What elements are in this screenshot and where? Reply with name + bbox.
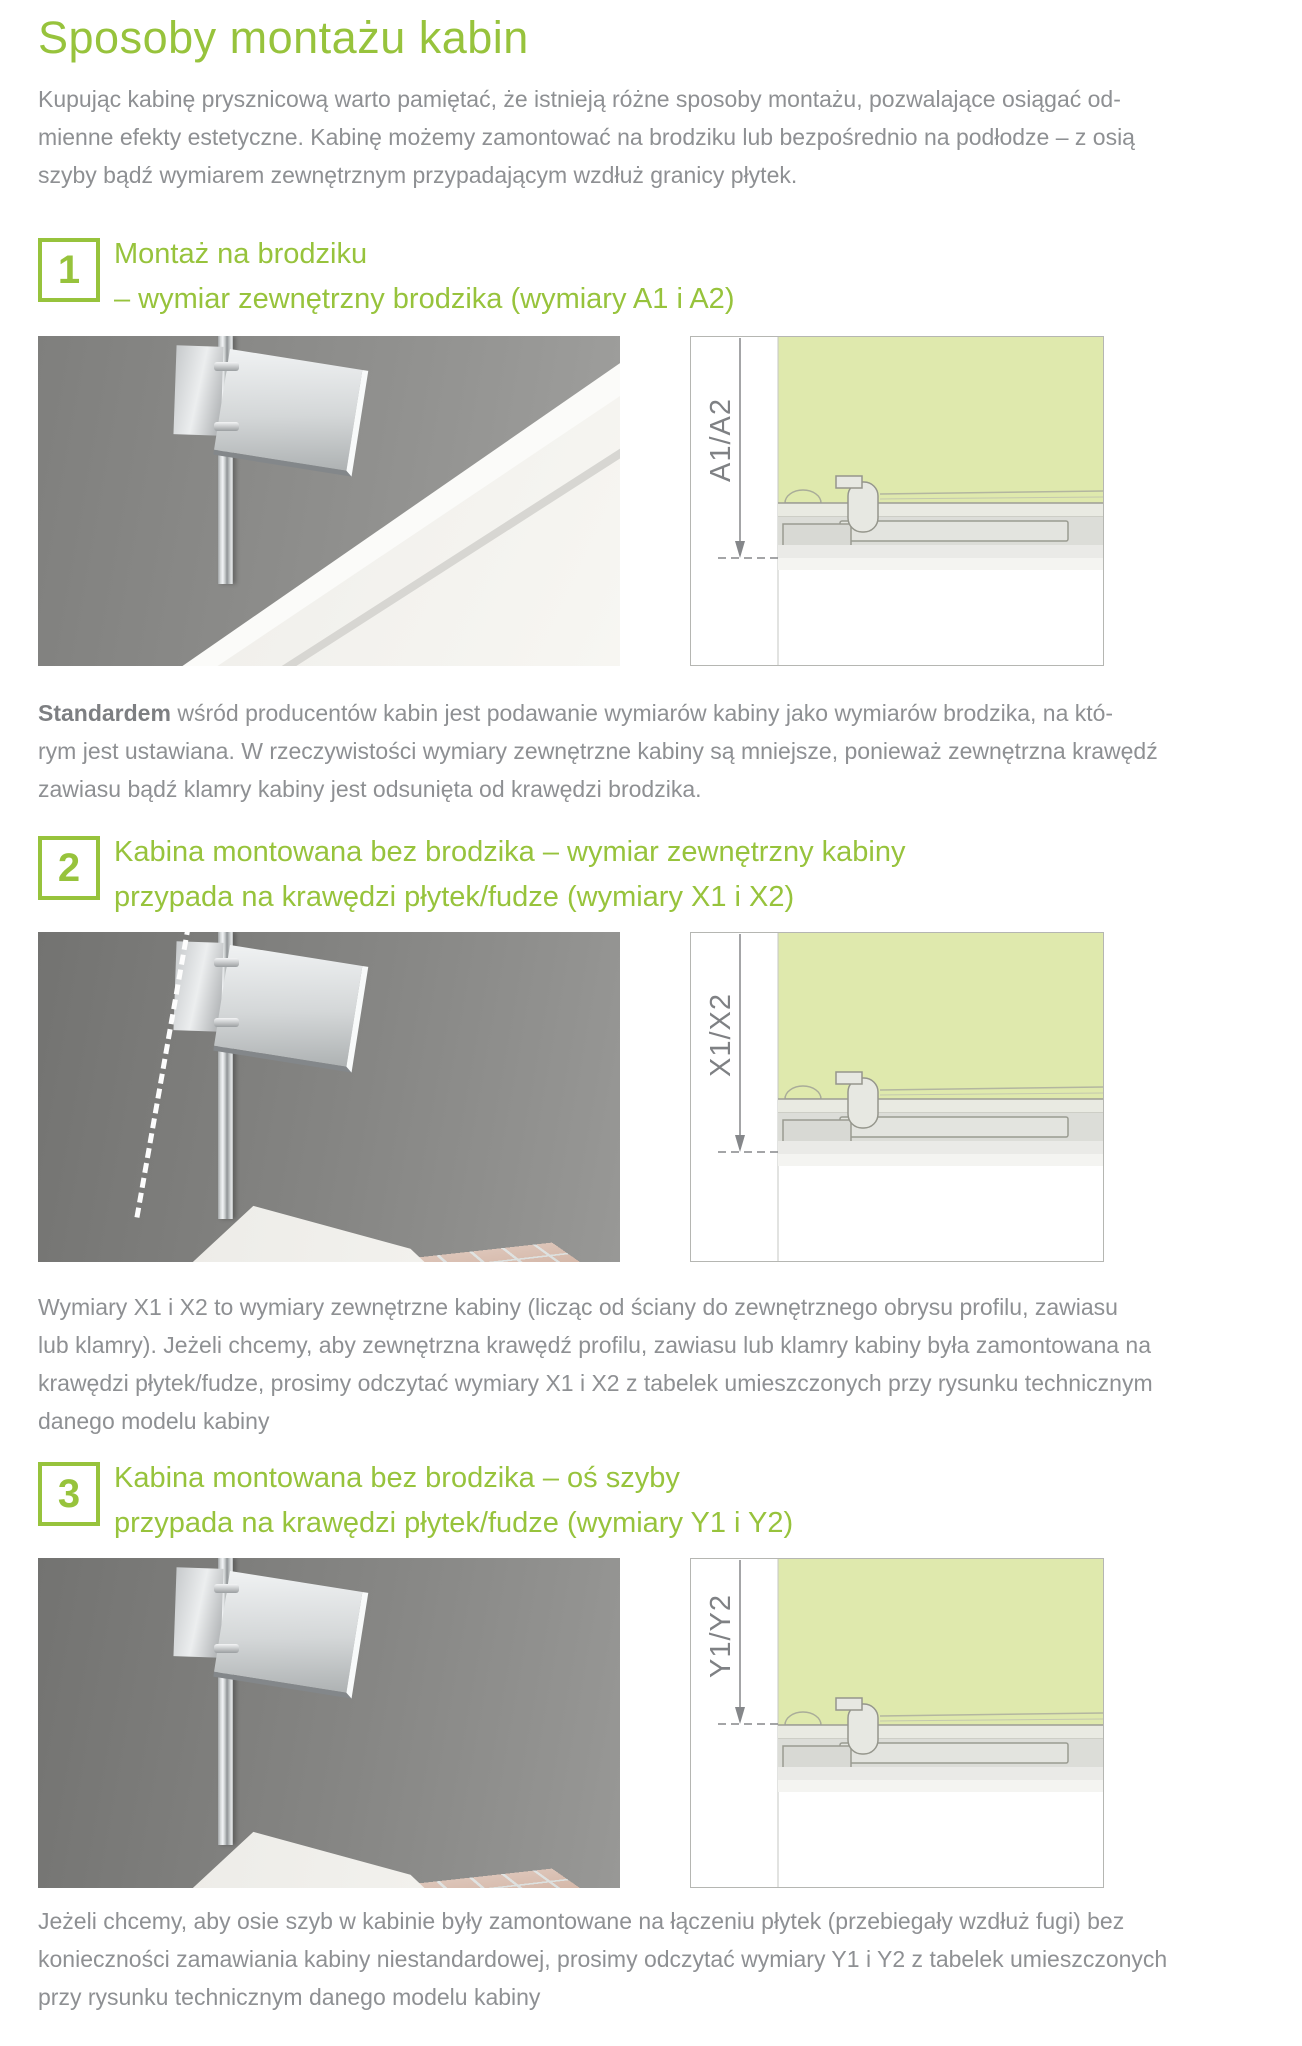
text-line: Wymiary X1 i X2 to wymiary zewnętrzne kabiny (licząc od ściany do zewnętrznego obrysu profilu, zawiasu bbox=[38, 1294, 1118, 1320]
x-dimensions-paragraph bbox=[38, 1288, 1264, 1440]
dimension-label: X1/X2 bbox=[705, 993, 737, 1077]
heading-line: – wymiar zewnętrzny brodzika (wymiary A1 i A2) bbox=[114, 283, 735, 315]
heading-line: przypada na krawędzi płytek/fudze (wymiary X1 i X2) bbox=[114, 881, 795, 913]
text-line: zawiasu bądź klamry kabiny jest odsunięta od krawędzi brodzika. bbox=[38, 776, 702, 802]
text-line: Jeżeli chcemy, aby osie szyb w kabinie były zamontowane na łączeniu płytek (przebiegały wzdłuż fugi) bez bbox=[38, 1908, 1125, 1934]
section-number: 2 bbox=[57, 845, 81, 890]
mounting-cross-section-svg bbox=[690, 932, 1104, 1262]
section-2-heading bbox=[114, 830, 905, 920]
profile-hook bbox=[848, 482, 878, 532]
text-line: szyby bądź wymiarem zewnętrznym przypadającym wzdłuż granicy płytek. bbox=[38, 162, 798, 188]
text-line: konieczności zamawiania kabiny niestandardowej, prosimy odczytać wymiary Y1 i Y2 z tabelek umieszczonych bbox=[38, 1946, 1168, 1972]
hinge-knuckle bbox=[214, 1018, 240, 1027]
section-1-header bbox=[38, 232, 1264, 322]
hinge-knuckle bbox=[214, 958, 240, 967]
text-line: przy rysunku technicznym danego modelu kabiny bbox=[38, 1984, 541, 2010]
y-dimensions-paragraph bbox=[38, 1902, 1264, 2016]
text-line: rym jest ustawiana. W rzeczywistości wymiary zewnętrzne kabiny są mniejsze, ponieważ zewnętrzna krawędź bbox=[38, 738, 1158, 764]
hinge-knuckle bbox=[214, 1584, 240, 1593]
section-2-figures bbox=[38, 932, 1264, 1262]
hinge-knuckle bbox=[214, 1644, 240, 1653]
section-1-heading bbox=[114, 232, 734, 322]
diagram-y1-y2 bbox=[690, 1558, 1104, 1888]
heading-line: przypada na krawędzi płytek/fudze (wymiary Y1 i Y2) bbox=[114, 1507, 794, 1539]
hinge-knuckle bbox=[214, 422, 240, 431]
photo-hinge-on-tiles-with-axis bbox=[38, 932, 620, 1262]
dimension-label: Y1/Y2 bbox=[705, 1594, 737, 1678]
text-line: krawędzi płytek/fudze, prosimy odczytać wymiary X1 i X2 z tabelek umieszczonych przy rysunku technicznym bbox=[38, 1370, 1153, 1396]
glass-wall-area bbox=[778, 933, 1103, 1099]
photo-hinge-on-shower-tray bbox=[38, 336, 620, 666]
page-title: Sposoby montażu kabin bbox=[38, 12, 529, 63]
section-3-heading bbox=[114, 1456, 793, 1546]
section-2-header bbox=[38, 830, 1264, 920]
photo-hinge-on-tiles bbox=[38, 1558, 620, 1888]
section-1-number-badge bbox=[38, 238, 100, 302]
diagram-a1-a2 bbox=[690, 336, 1104, 666]
section-1-figures bbox=[38, 336, 1264, 666]
standard-paragraph bbox=[38, 694, 1264, 808]
text-line: danego modelu kabiny bbox=[38, 1408, 270, 1434]
text-line: lub klamry). Jeżeli chcemy, aby zewnętrzna krawędź profilu, zawiasu lub klamry kabiny była zamontowana na bbox=[38, 1332, 1151, 1358]
section-number: 3 bbox=[57, 1471, 81, 1516]
hinge-knuckle bbox=[214, 362, 240, 371]
heading-line: Kabina montowana bez brodzika – oś szyby bbox=[114, 1462, 680, 1494]
mounting-cross-section-svg bbox=[690, 1558, 1104, 1888]
profile-hook bbox=[848, 1078, 878, 1128]
mounting-cross-section-svg bbox=[690, 336, 1104, 666]
bold-lead: Standardem bbox=[38, 700, 171, 726]
section-number: 1 bbox=[57, 247, 81, 292]
section-3-figures bbox=[38, 1558, 1264, 1888]
glass-wall-area bbox=[778, 337, 1103, 503]
heading-line: Kabina montowana bez brodzika – wymiar zewnętrzny kabiny bbox=[114, 836, 906, 868]
text-line: Kupując kabinę prysznicową warto pamiętać, że istnieją różne sposoby montażu, pozwalające osiągać od- bbox=[38, 86, 1121, 112]
section-3-number-badge bbox=[38, 1462, 100, 1526]
text-line: mienne efekty estetyczne. Kabinę możemy zamontować na brodziku lub bezpośrednio na podłodze – z osią bbox=[38, 124, 1135, 150]
diagram-x1-x2 bbox=[690, 932, 1104, 1262]
heading-line: Montaż na brodziku bbox=[114, 238, 368, 270]
text-line bbox=[38, 694, 1264, 732]
dimension-label: A1/A2 bbox=[705, 398, 737, 482]
section-2-number-badge bbox=[38, 836, 100, 900]
text-run: wśród producentów kabin jest podawanie wymiarów kabiny jako wymiarów brodzika, na któ- bbox=[170, 700, 1114, 726]
profile-hook bbox=[848, 1704, 878, 1754]
section-3-header bbox=[38, 1456, 1264, 1546]
glass-wall-area bbox=[778, 1559, 1103, 1725]
intro-paragraph bbox=[38, 80, 1264, 194]
